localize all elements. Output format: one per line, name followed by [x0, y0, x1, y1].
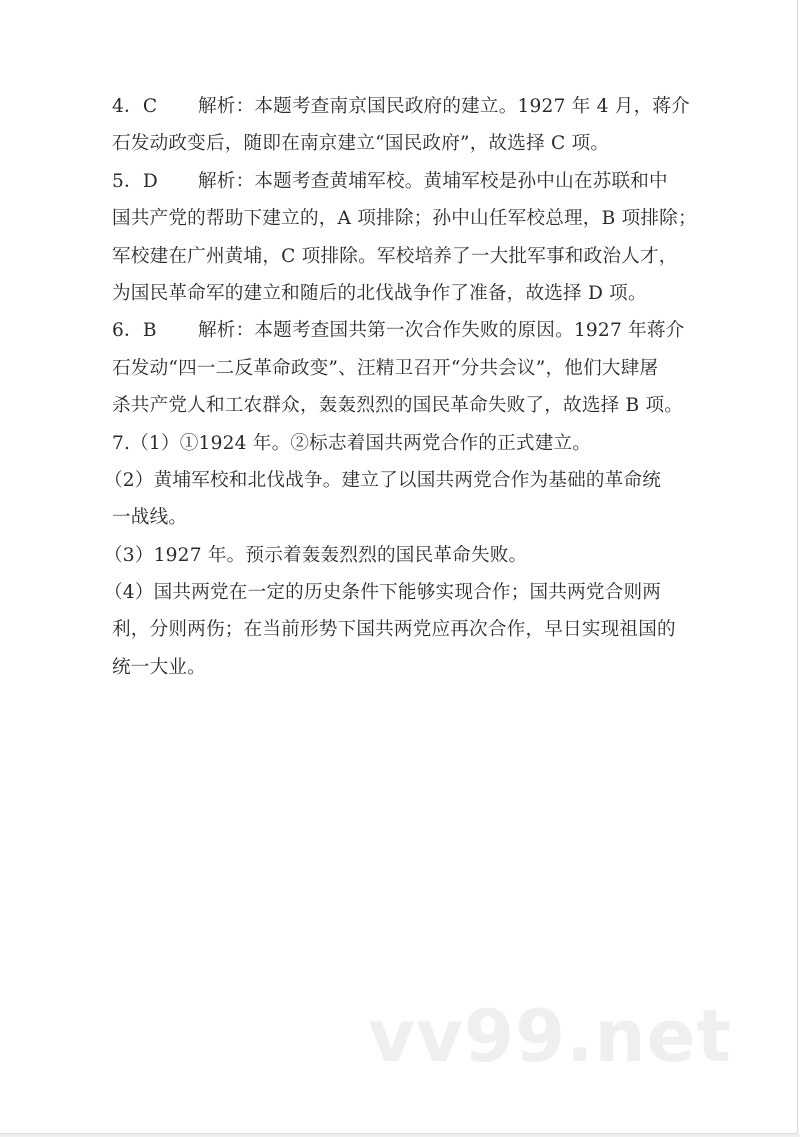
answer-4-text-1: 解析：本题考查南京国民政府的建立。1927 年 4 月，蒋介 [198, 96, 690, 117]
answer-7-part-2-line-2: 一战线。 [112, 507, 188, 529]
answer-7-part-4-line-3: 统一大业。 [112, 656, 206, 678]
answer-key-content [104, 88, 697, 686]
answer-5-line-2: 国共产党的帮助下建立的，A 项排除；孙中山任军校总理，B 项排除； [112, 208, 697, 230]
answer-5-line-3: 军校建在广州黄埔，C 项排除。军校培养了一大批军事和政治人才， [112, 245, 678, 267]
answer-6-line-3: 杀共产党人和工农群众，轰轰烈烈的国民革命失败了，故选择 B 项。 [112, 395, 684, 417]
answer-5-line-4: 为国民革命军的建立和随后的北伐战争作了准备，故选择 D 项。 [112, 282, 647, 304]
answer-6-line-2: 石发动“四一二反革命政变”、汪精卫召开“分共会议”，他们大肆屠 [112, 357, 659, 379]
answer-7-part-4-line-2: 利，分则两伤；在当前形势下国共两党应再次合作，早日实现祖国的 [112, 619, 676, 641]
answer-7-part-4-line-1: （4）国共两党在一定的历史条件下能够实现合作；国共两党合则两 [104, 582, 662, 604]
answer-6 [112, 312, 692, 424]
watermark-text: vv99.net [368, 994, 732, 1078]
answer-5-label: 5．D [112, 170, 158, 192]
answer-6-text-1: 解析：本题考查国共第一次合作失败的原因。1927 年蒋介 [198, 320, 685, 342]
answer-7 [104, 425, 692, 687]
answer-7-part-1: 7.（1）①1924 年。②标志着国共两党合作的正式建立。 [112, 432, 592, 454]
answer-4 [112, 88, 692, 163]
answer-7-part-2-line-1: （2）黄埔军校和北伐战争。建立了以国共两党合作为基础的革命统 [104, 469, 662, 491]
answer-6-label: 6．B [112, 320, 157, 342]
answer-5-line-1 [112, 163, 692, 200]
answer-4-label: 4．C [112, 96, 158, 117]
answer-4-line-1 [112, 88, 692, 125]
answer-7-part-3: （3）1927 年。预示着轰轰烈烈的国民革命失败。 [104, 544, 528, 566]
answer-4-line-2: 石发动政变后，随即在南京建立“国民政府”，故选择 C 项。 [112, 133, 610, 155]
answer-5-text-1: 解析：本题考查黄埔军校。黄埔军校是孙中山在苏联和中 [198, 170, 668, 192]
answer-5 [112, 163, 697, 313]
answer-6-line-1 [112, 312, 692, 349]
